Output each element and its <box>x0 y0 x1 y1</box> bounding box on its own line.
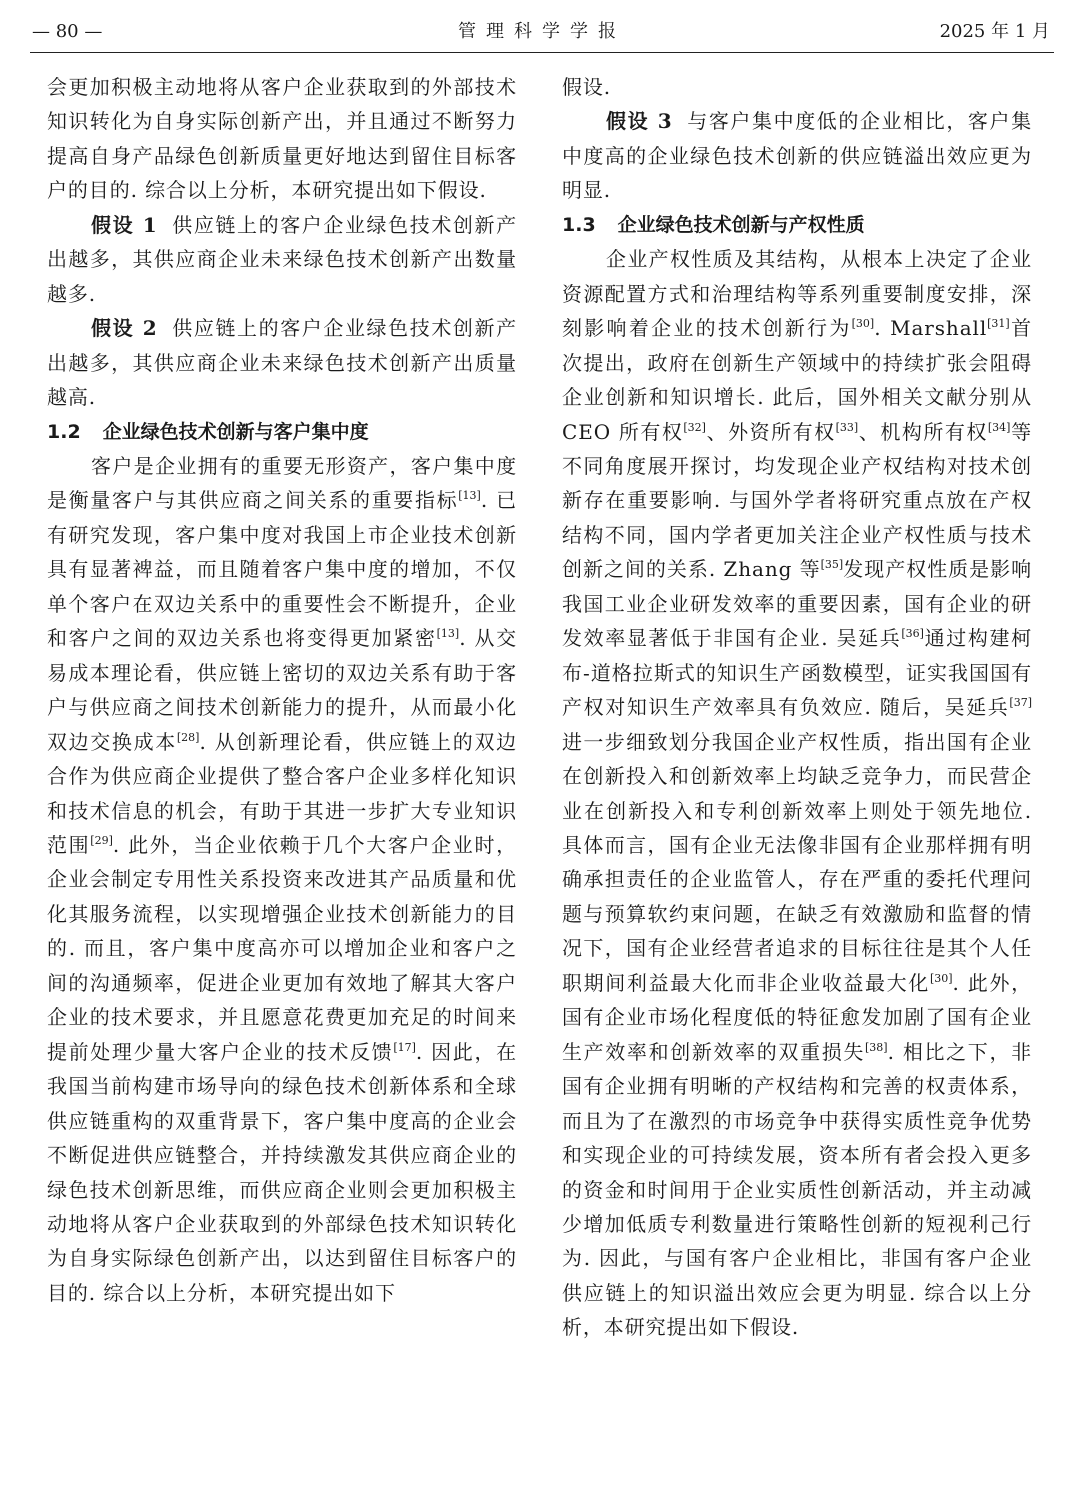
citation: [13] <box>458 489 481 503</box>
citation: [32] <box>683 420 706 434</box>
citation: [34] <box>987 420 1011 434</box>
hypothesis-3 <box>562 104 1032 207</box>
paragraph <box>562 242 1032 1345</box>
section-heading-1-2 <box>47 415 517 449</box>
citation: [38] <box>865 1040 888 1054</box>
left-column <box>47 70 517 1310</box>
hypothesis-label: 假设 1 <box>91 212 158 237</box>
text-run: 企业产权性质及其结构，从根本上决定了企业资源配置方式和治理结构等系列重要制度安排，深刻影响着企业的技术创新行为 <box>562 247 1032 341</box>
text-run: 、机构所有权 <box>858 419 988 444</box>
text-run: . 从创新理论看，供应链上的双边合作为供应商企业提供了整合客户企业多样化知识和技术信息的机会，有助于其进一步扩大专业知识范围 <box>47 729 517 857</box>
citation: [36] <box>901 627 924 641</box>
text-run: . 此外，当企业依赖于几个大客户企业时，企业会制定专用性关系投资来改进其产品质量和优化其服务流程，以实现增强企业技术创新能力的目的. 而且，客户集中度高亦可以增加企业和客户之间的沟通频率，促进企业更加有效地了解其大客户企业的技术要求，并且愿意花费更加充足的时间来提前处理少量大客户企业的技术反馈 <box>47 832 517 1064</box>
text-run: . 因此，在我国当前构建市场导向的绿色技术创新体系和全球供应链重构的双重背景下，客户集中度高的企业会不断促进供应链整合，并持续激发其供应商企业的绿色技术创新思维，而供应商企业则会更加积极主动地将从客户企业获取到的外部绿色技术知识转化为自身实际绿色创新产出，以达到留住目标客户的目的. 综合以上分析，本研究提出如下 <box>47 1039 517 1305</box>
journal-title: 管理科学学报 <box>458 21 626 42</box>
text-run: . 此外，国有企业市场化程度低的特征愈发加剧了国有企业生产效率和创新效率的双重损失 <box>562 970 1032 1064</box>
section-heading-1-3 <box>562 208 1032 242</box>
paragraph <box>47 449 517 1310</box>
issue-date: 2025 年 1 月 <box>939 21 1050 42</box>
text-run: . 相比之下，非国有企业拥有明晰的产权结构和完善的权责体系，而且为了在激烈的市场竞争中获得实质性竞争优势和实现企业的可持续发展，资本所有者会投入更多的资金和时间用于企业实质性创新活动，并主动减少增加低质专利数量进行策略性创新的短视利己行为. 因此，与国有客户企业相比，非国有客户企业供应链上的知识溢出效应会更为明显. 综合以上分析，本研究提出如下假设. <box>562 1039 1032 1340</box>
hypothesis-2 <box>47 311 517 414</box>
text-run: . Marshall <box>874 316 988 341</box>
paragraph: 会更加积极主动地将从客户企业获取到的外部技术知识转化为自身实际创新产出，并且通过不断努力提高自身产品绿色创新质量更好地达到留住目标客户的目的. 综合以上分析，本研究提出如下假设. <box>47 75 517 203</box>
citation: [33] <box>835 420 859 434</box>
citation: [31] <box>987 317 1010 331</box>
citation: [30] <box>929 971 953 985</box>
section-title: 企业绿色技术创新与产权性质 <box>617 213 865 236</box>
hypothesis-1 <box>47 208 517 311</box>
text-run: 首次提出，政府在创新生产领域中的持续扩张会阻碍企业创新和知识增长. 此后，国外相关文献分别从 CEO 所有权 <box>562 316 1032 444</box>
section-number: 1.3 <box>562 213 596 236</box>
citation: [35] <box>820 558 844 572</box>
hypothesis-label: 假设 2 <box>91 316 158 341</box>
citation: [17] <box>393 1040 416 1054</box>
text-run: 进一步细致划分我国企业产权性质，指出国有企业在创新投入和创新效率上均缺乏竞争力，而民营企业在创新投入和专利创新效率上则处于领先地位. 具体而言，国有企业无法像非国有企业那样拥有明确承担责任的企业监管人，存在严重的委托代理问题与预算软约束问题，在缺乏有效激励和监督的情况下，国有企业经营者追求的目标往往是其个人任职期间利益最大化而非企业收益最大化 <box>562 729 1032 995</box>
hypothesis-text: 与客户集中度低的企业相比，客户集中度高的企业绿色技术创新的供应链溢出效应更为明显. <box>562 109 1033 203</box>
text-run: 发现产权性质是影响我国工业企业研发效率的重要因素，国有企业的研发效率显著低于非国有企业. 吴延兵 <box>562 557 1032 651</box>
citation: [28] <box>176 730 200 744</box>
text-run: 客户是企业拥有的重要无形资产，客户集中度是衡量客户与其供应商之间关系的重要指标 <box>47 453 517 513</box>
page-number: — 80 — <box>32 21 103 42</box>
section-number: 1.2 <box>47 420 81 443</box>
paragraph: 假设. <box>562 75 612 99</box>
hypothesis-text: 供应链上的客户企业绿色技术创新产出越多，其供应商企业未来绿色技术创新产出质量越高. <box>47 316 518 410</box>
text-run: 、外资所有权 <box>705 419 836 444</box>
citation: [37] <box>1009 696 1032 710</box>
section-title: 企业绿色技术创新与客户集中度 <box>102 420 369 443</box>
text-run: . 从交易成本理论看，供应链上密切的双边关系有助于客户与供应商之间技术创新能力的提升，从而最小化双边交换成本 <box>47 626 517 754</box>
hypothesis-label: 假设 3 <box>606 109 673 134</box>
right-column <box>562 70 1032 1345</box>
text-run: 等不同角度展开探讨，均发现企业产权结构对技术创新存在重要影响. 与国外学者将研究重点放在产权结构不同，国内学者更加关注企业产权性质与技术创新之间的关系. Zhang 等 <box>562 419 1032 582</box>
citation: [13] <box>436 627 460 641</box>
hypothesis-text: 供应链上的客户企业绿色技术创新产出越多，其供应商企业未来绿色技术创新产出数量越多. <box>47 212 518 306</box>
running-header <box>30 12 1054 53</box>
text-run: 通过构建柯布-道格拉斯式的知识生产函数模型，证实我国国有产权对知识生产效率具有负效应. 随后，吴延兵 <box>562 626 1033 720</box>
citation: [30] <box>851 317 875 331</box>
text-run: . 已有研究发现，客户集中度对我国上市企业技术创新具有显著裨益，而且随着客户集中度的增加，不仅单个客户在双边关系中的重要性会不断提升，企业和客户之间的双边关系也将变得更加紧密 <box>47 488 517 651</box>
citation: [29] <box>90 833 113 847</box>
